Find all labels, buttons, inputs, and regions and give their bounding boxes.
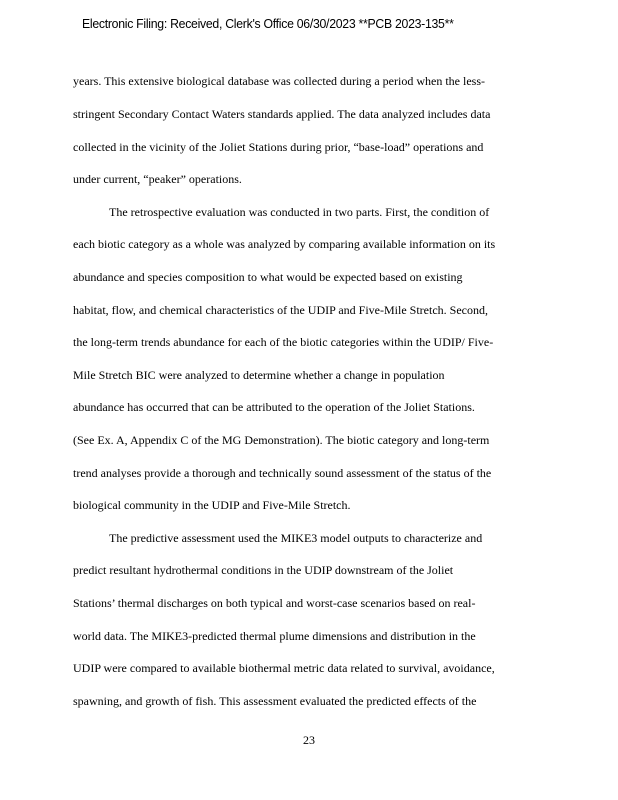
text-line: The predictive assessment used the MIKE3 model outputs to characterize and (109, 531, 483, 545)
text-line: world data. The MIKE3-predicted thermal plume dimensions and distribution in the (73, 629, 476, 643)
text-line: (See Ex. A, Appendix C of the MG Demonstration). The biotic category and long-term (73, 433, 490, 447)
filing-stamp: Electronic Filing: Received, Clerk's Office 06/30/2023 **PCB 2023-135** (82, 16, 454, 31)
text-line: the long-term trends abundance for each of the biotic categories within the UDIP/ Five- (73, 335, 494, 349)
text-line: UDIP were compared to available biothermal metric data related to survival, avoidance, (73, 661, 495, 675)
text-line: spawning, and growth of fish. This assessment evaluated the predicted effects of the (73, 694, 477, 708)
text-line: under current, “peaker” operations. (73, 172, 242, 186)
text-line: Stations’ thermal discharges on both typical and worst-case scenarios based on real- (73, 596, 476, 610)
text-line: abundance and species composition to what would be expected based on existing (73, 270, 463, 284)
text-line: each biotic category as a whole was analyzed by comparing available information on its (73, 237, 496, 251)
text-line: trend analyses provide a thorough and technically sound assessment of the status of the (73, 466, 492, 480)
text-line: Mile Stretch BIC were analyzed to determine whether a change in population (73, 368, 445, 382)
text-line: collected in the vicinity of the Joliet Stations during prior, “base-load” operations and (73, 140, 484, 154)
text-line: years. This extensive biological database was collected during a period when the less- (73, 74, 485, 88)
text-line: biological community in the UDIP and Five-Mile Stretch. (73, 498, 351, 512)
text-line: abundance has occurred that can be attributed to the operation of the Joliet Stations. (73, 400, 475, 414)
text-line: The retrospective evaluation was conducted in two parts. First, the condition of (109, 205, 490, 219)
text-line: predict resultant hydrothermal conditions in the UDIP downstream of the Joliet (73, 563, 454, 577)
text-line: stringent Secondary Contact Waters standards applied. The data analyzed includes data (73, 107, 491, 121)
page-number: 23 (303, 733, 315, 747)
text-line: habitat, flow, and chemical characteristics of the UDIP and Five-Mile Stretch. Second, (73, 303, 488, 317)
